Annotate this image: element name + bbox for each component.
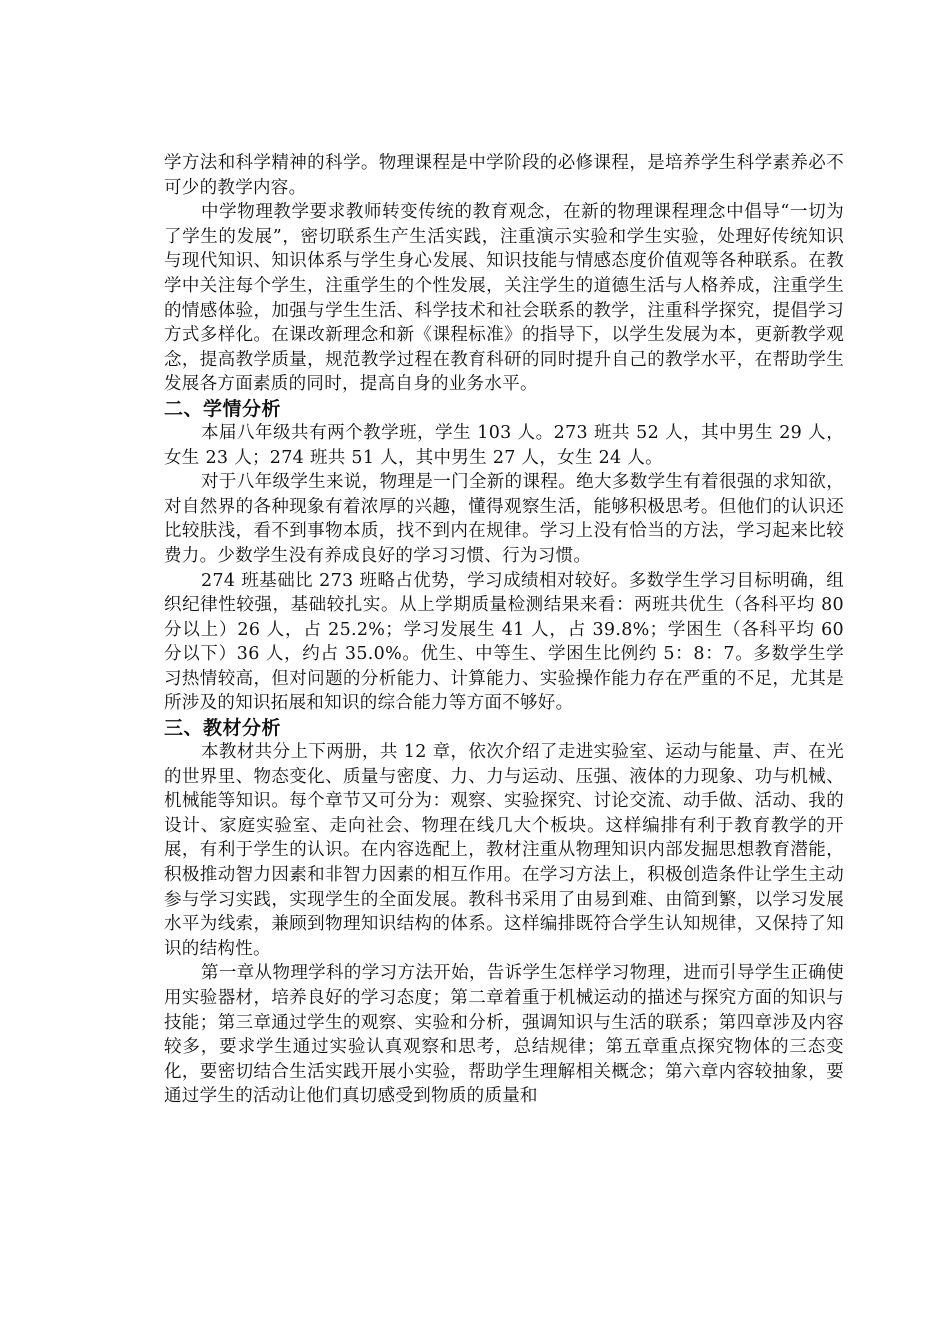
intro-paragraph-1: 学方法和科学精神的科学。物理课程是中学阶段的必修课程，是培养学生科学素养必不可少的教学内容。: [164, 153, 844, 198]
section-heading-learner-analysis: 二、学情分析: [164, 397, 282, 420]
learner-analysis-paragraph-2: 对于八年级学生来说，物理是一门全新的课程。绝大多数学生有着很强的求知欲，对自然界的各种现象有着浓厚的兴趣，懂得观察生活，能够积极思考。但他们的认识还比较肤浅，看不到事物本质，找不到内在规律。学习上没有恰当的方法，学习起来比较费力。少数学生没有养成良好的学习习惯、行为习惯。: [164, 472, 844, 566]
section-heading-textbook-analysis: 三、教材分析: [164, 717, 282, 740]
textbook-analysis-paragraph-2: 第一章从物理学科的学习方法开始，告诉学生怎样学习物理，进而引导学生正确使用实验器材，培养良好的学习态度；第二章着重于机械运动的描述与探究方面的知识与技能；第三章通过学生的观察、实验和分析，强调知识与生活的联系；第四章涉及内容较多，要求学生通过实验认真观察和思考，总结规律；第五章重点探究物体的三态变化，要密切结合生活实践开展小实验，帮助学生理解相关概念；第六章内容较抽象，要通过学生的活动让他们真切感受到物质的质量和: [164, 963, 844, 1107]
document-page: [164, 151, 844, 1109]
textbook-analysis-paragraph-1: 本教材共分上下两册，共 12 章，依次介绍了走进实验室、运动与能量、声、在光的世界里、物态变化、质量与密度、力、力与运动、压强、液体的力现象、功与机械、机械能等知识。每个章节又可分为：观察、实验探究、讨论交流、动手做、活动、我的设计、家庭实验室、走向社会、物理在线几大个板块。这样编排有利于教育教学的开展，有利于学生的认识。在内容选配上，教材注重从物理知识内部发掘思想教育潜能，积极推动智力因素和非智力因素的相互作用。在学习方法上，积极创造条件让学生主动参与学习实践，实现学生的全面发展。教科书采用了由易到难、由简到繁，以学习发展水平为线索，兼顾到物理知识结构的体系。这样编排既符合学生认知规律，又保持了知识的结构性。: [164, 742, 844, 959]
learner-analysis-paragraph-1: 本届八年级共有两个教学班，学生 103 人。273 班共 52 人，其中男生 29 人，女生 23 人；274 班共 51 人，其中男生 27 人，女生 24 人。: [164, 422, 844, 468]
intro-paragraph-2: 中学物理教学要求教师转变传统的教育观念，在新的物理课程理念中倡导“一切为了学生的发展”，密切联系生产生活实践，注重演示实验和学生实验，处理好传统知识与现代知识、知识体系与学生身心发展、知识技能与情感态度价值观等各种联系。在教学中关注每个学生，注重学生的个性发展，关注学生的道德生活与人格养成，注重学生的情感体验，加强与学生生活、科学技术和社会联系的教学，注重科学探究，提倡学习方式多样化。在课改新理念和新《课程标准》的指导下，以学生发展为本，更新教学观念，提高教学质量，规范教学过程在教育科研的同时提升自己的教学水平，在帮助学生发展各方面素质的同时，提高自身的业务水平。: [164, 202, 844, 395]
learner-analysis-paragraph-3: 274 班基础比 273 班略占优势，学习成绩相对较好。多数学生学习目标明确，组织纪律性较强，基础较扎实。从上学期质量检测结果来看：两班共优生（各科平均 80 分以上）26 人，占 25.2%；学习发展生 41 人，占 39.8%；学困生（各科平均 60 分以下）36 人，约占 35.0%。优生、中等生、学困生比例约 5：8：7。多数学生学习热情较高，但对问题的分析能力、计算能力、实验操作能力存在严重的不足，尤其是所涉及的知识拓展和知识的综合能力等方面不够好。: [164, 570, 844, 714]
